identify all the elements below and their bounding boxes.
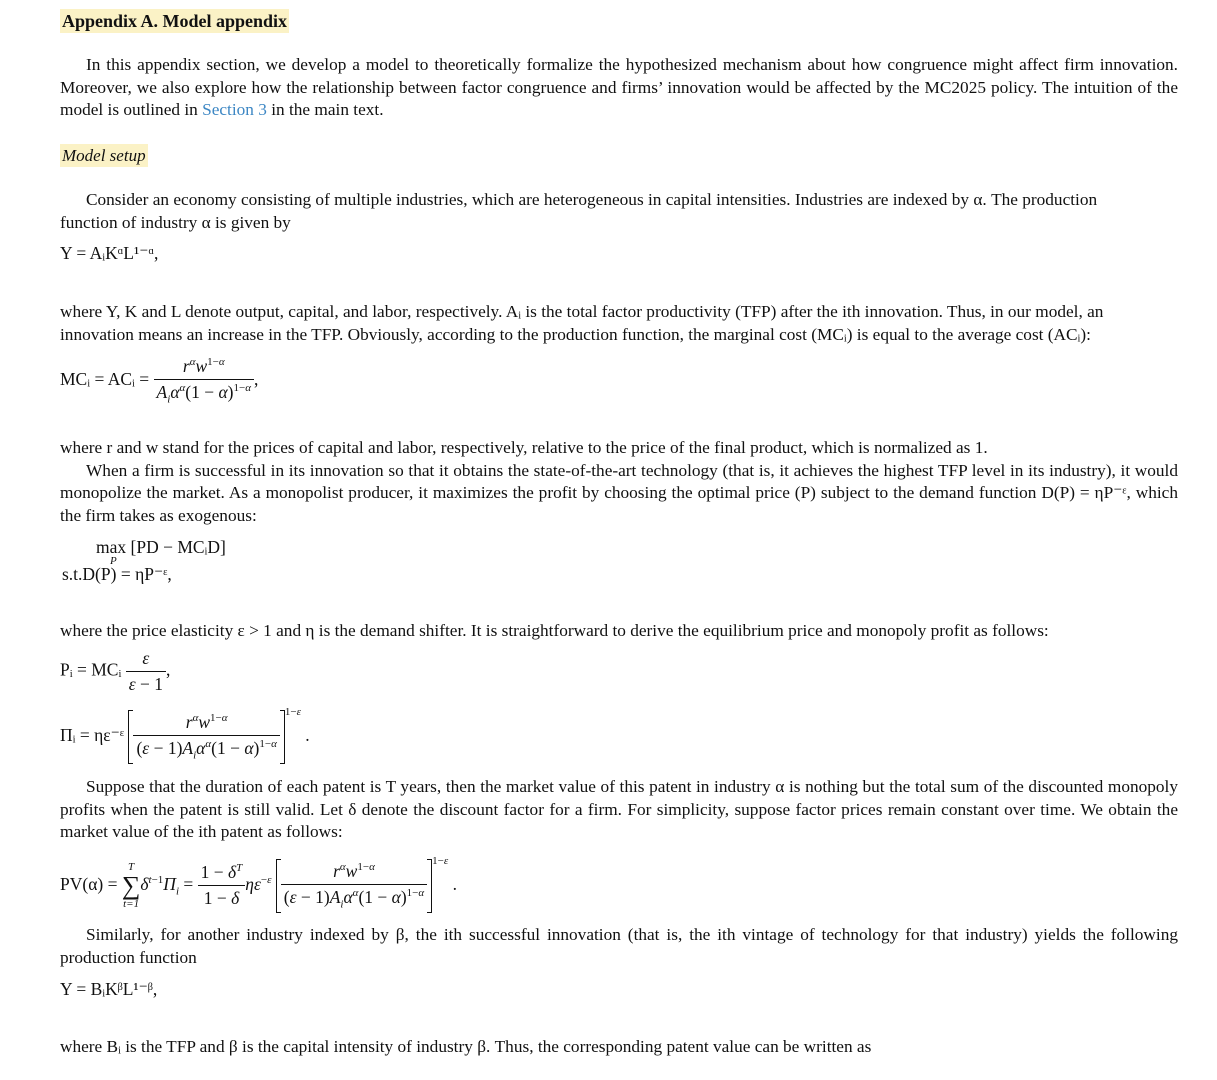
maximization-objective: max [PD − MCᵢD] P	[96, 537, 226, 567]
patent-value-equation: PV(α) = T ∑ t=1 $\delta^{t-1}\Pi_i$ = $\frac{1 - \delta^T}{1 - \delta}$ $\eta\varepsilon^{-\varepsilon}$ $\frac{r^\alpha w^{1-\alpha}}{(\varepsilon - 1)A_i\alpha^\alpha(1 - \alpha)^{1-\alpha}}$ $^{1-\varepsilon}$ .	[60, 855, 457, 913]
appendix-heading: Appendix A. Model appendix	[62, 11, 288, 31]
equilibrium-price-equation: Pᵢ = MCᵢ $\frac{\varepsilon}{\varepsilon - 1}$ ,	[60, 648, 171, 694]
marginal-cost-equation: MCᵢ = ACᵢ = $\frac{r^\alpha w^{1-\alpha}}{A_i\alpha^\alpha(1 - \alpha)^{1-\alpha}}$ ,	[60, 356, 259, 406]
elasticity-paragraph: where the price elasticity ε > 1 and η is the demand shifter. It is straightforward to derive the equilibrium price and monopoly profit as follows:	[60, 621, 1049, 640]
production-function-beta: Y = BᵢKᵝL¹⁻ᵝ,	[60, 979, 158, 999]
monopoly-profit-equation: Πᵢ = ηε⁻ᵋ $\frac{r^\alpha w^{1-\alpha}}{(\varepsilon - 1)A_i\alpha^\alpha(1 - \alpha)^{1-\alpha}}$ $^{1-\varepsilon}$ .	[60, 706, 310, 764]
similarly-paragraph: Similarly, for another industry indexed by β, the ith successful innovation (that is, the ith vintage of technology for that industry) yields the following production function	[60, 925, 1178, 967]
demand-constraint: s.t.D(P) = ηP⁻ᵋ,	[62, 564, 172, 584]
setup-paragraph: Consider an economy consisting of multiple industries, which are heterogeneous in capital intensities. Industries are indexed by α. The production function of industry α is given by	[60, 190, 1098, 232]
section-3-link[interactable]: Section 3	[202, 100, 267, 120]
final-paragraph: where Bᵢ is the TFP and β is the capital intensity of industry β. Thus, the corresponding patent value can be written as	[60, 1037, 872, 1056]
where-paragraph-2: where r and w stand for the prices of capital and labor, respectively, relative to the price of the final product, which is normalized as 1. When a firm is successful in its innovation so that it obtains the state-of-the-art technology (that is, it achieves the highest TFP level in its industry), it would monopolize the market. As a monopolist producer, it maximizes the profit by choosing the optimal price (P) subject to the demand function D(P) = ηP⁻ᵋ, which the firm takes as exogenous:	[60, 438, 1178, 525]
patent-paragraph: Suppose that the duration of each patent is T years, then the market value of this patent in industry α is nothing but the total sum of the discounted monopoly profits when the patent is still valid. Let δ denote the discount factor for a firm. For simplicity, suppose factor prices remain constant over time. We obtain the market value of the ith patent as follows:	[60, 777, 1178, 842]
production-function-alpha: Y = AᵢKᵅL¹⁻ᵅ,	[60, 243, 159, 263]
where-paragraph-1: where Y, K and L denote output, capital, and labor, respectively. Aᵢ is the total factor productivity (TFP) after the ith innovation. Thus, in our model, an innovation means an increase in the TFP. Obviously, according to the production function, the marginal cost (MCᵢ) is equal to the average cost (ACᵢ):	[60, 302, 1104, 344]
intro-paragraph: In this appendix section, we develop a model to theoretically formalize the hypothesized mechanism about how congruence might affect firm innovation. Moreover, we also explore how the relationship between factor congruence and firms’ innovation would be affected by the MC2025 policy. The intuition of the model is outlined in Section 3 in the main text.	[60, 55, 1178, 120]
mc-fraction: $\frac{r^\alpha w^{1-\alpha}}{A_i\alpha^\alpha(1 - \alpha)^{1-\alpha}}$	[154, 356, 254, 406]
model-setup-heading: Model setup	[62, 146, 146, 165]
